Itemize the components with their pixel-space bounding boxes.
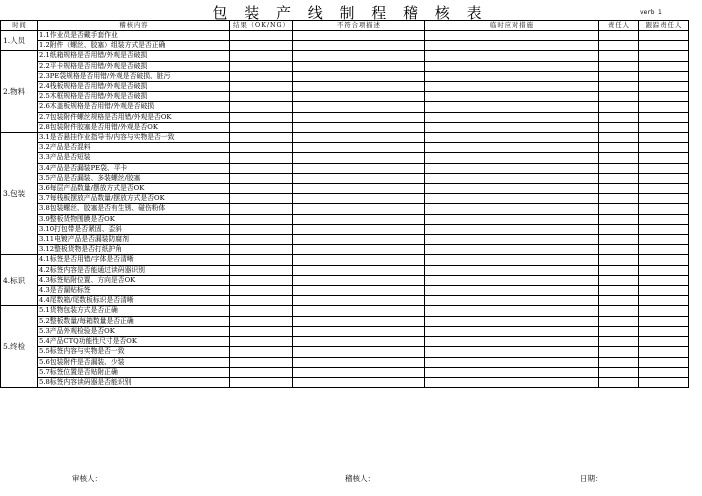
follow-cell[interactable] — [639, 377, 689, 387]
owner-cell[interactable] — [599, 112, 639, 122]
issue-cell[interactable] — [293, 92, 425, 102]
reviewer-label: 审核人： — [72, 474, 102, 483]
table-row — [1, 153, 689, 163]
version-label: verb 1 — [640, 9, 662, 16]
header-issue: 不符合项描述 — [293, 21, 425, 31]
owner-cell[interactable] — [599, 173, 639, 183]
follow-cell[interactable] — [639, 265, 689, 275]
owner-cell[interactable] — [599, 245, 639, 255]
follow-cell[interactable] — [639, 337, 689, 347]
check-item: 4.2标签内容是否能通过读码器识别 — [38, 265, 230, 275]
result-cell[interactable] — [230, 245, 293, 255]
check-item: 3.7每栈板摆放产品数量/摆放方式是否OK — [38, 194, 230, 204]
issue-cell[interactable] — [293, 275, 425, 285]
owner-cell[interactable] — [599, 41, 639, 51]
table-row — [1, 133, 689, 143]
check-item: 3.10打包带是否紧固、歪斜 — [38, 224, 230, 234]
table-row — [1, 184, 689, 194]
check-item: 2.8包装附件胶塞是否用错/外观是否OK — [38, 122, 230, 132]
issue-cell[interactable] — [293, 235, 425, 245]
check-item: 4.3是否漏贴标签 — [38, 286, 230, 296]
check-item: 3.2产品是否混料 — [38, 143, 230, 153]
result-cell[interactable] — [230, 235, 293, 245]
measure-cell[interactable] — [425, 357, 599, 367]
follow-cell[interactable] — [639, 51, 689, 61]
measure-cell[interactable] — [425, 184, 599, 194]
check-item: 2.7包装附件螺丝规格是否用错/外观是否OK — [38, 112, 230, 122]
result-cell[interactable] — [230, 347, 293, 357]
measure-cell[interactable] — [425, 255, 599, 265]
measure-cell[interactable] — [425, 82, 599, 92]
follow-cell[interactable] — [639, 224, 689, 234]
owner-cell[interactable] — [599, 184, 639, 194]
owner-cell[interactable] — [599, 61, 639, 71]
table-row — [1, 41, 689, 51]
measure-cell[interactable] — [425, 163, 599, 173]
result-cell[interactable] — [230, 122, 293, 132]
check-item: 3.4产品是否漏装PE袋、平卡 — [38, 163, 230, 173]
check-item: 5.5标签内容与实物是否一致 — [38, 347, 230, 357]
measure-cell[interactable] — [425, 306, 599, 316]
table-row — [1, 377, 689, 387]
follow-cell[interactable] — [639, 275, 689, 285]
owner-cell[interactable] — [599, 275, 639, 285]
header-result: 结果（OK/NG） — [230, 21, 293, 31]
table-row — [1, 347, 689, 357]
table-row — [1, 337, 689, 347]
table-row — [1, 286, 689, 296]
section-label: 3.包装 — [1, 133, 38, 255]
measure-cell[interactable] — [425, 71, 599, 81]
owner-cell[interactable] — [599, 367, 639, 377]
measure-cell[interactable] — [425, 275, 599, 285]
check-item: 2.4栈板规格是否用错/外观是否破损 — [38, 82, 230, 92]
measure-cell[interactable] — [425, 245, 599, 255]
issue-cell[interactable] — [293, 337, 425, 347]
result-cell[interactable] — [230, 184, 293, 194]
owner-cell[interactable] — [599, 214, 639, 224]
follow-cell[interactable] — [639, 122, 689, 132]
result-cell[interactable] — [230, 316, 293, 326]
issue-cell[interactable] — [293, 357, 425, 367]
table-row — [1, 143, 689, 153]
table-row — [1, 255, 689, 265]
follow-cell[interactable] — [639, 112, 689, 122]
measure-cell[interactable] — [425, 316, 599, 326]
measure-cell[interactable] — [425, 61, 599, 71]
issue-cell[interactable] — [293, 102, 425, 112]
table-row — [1, 316, 689, 326]
measure-cell[interactable] — [425, 286, 599, 296]
owner-cell[interactable] — [599, 122, 639, 132]
check-item: 3.12整板货物是否打纸护角 — [38, 245, 230, 255]
issue-cell[interactable] — [293, 153, 425, 163]
result-cell[interactable] — [230, 357, 293, 367]
result-cell[interactable] — [230, 71, 293, 81]
follow-cell[interactable] — [639, 163, 689, 173]
follow-cell[interactable] — [639, 235, 689, 245]
follow-cell[interactable] — [639, 255, 689, 265]
owner-cell[interactable] — [599, 51, 639, 61]
auditor-label: 稽核人： — [345, 474, 375, 483]
measure-cell[interactable] — [425, 143, 599, 153]
follow-cell[interactable] — [639, 184, 689, 194]
section-label: 1.人员 — [1, 31, 38, 51]
issue-cell[interactable] — [293, 224, 425, 234]
check-item: 3.9整板货物围膜是否OK — [38, 214, 230, 224]
measure-cell[interactable] — [425, 51, 599, 61]
issue-cell[interactable] — [293, 347, 425, 357]
header-measure: 临时应对措施 — [425, 21, 599, 31]
result-cell[interactable] — [230, 102, 293, 112]
table-row — [1, 204, 689, 214]
issue-cell[interactable] — [293, 286, 425, 296]
result-cell[interactable] — [230, 41, 293, 51]
table-row — [1, 265, 689, 275]
audit-table — [0, 20, 689, 388]
result-cell[interactable] — [230, 275, 293, 285]
owner-cell[interactable] — [599, 286, 639, 296]
measure-cell[interactable] — [425, 337, 599, 347]
follow-cell[interactable] — [639, 204, 689, 214]
owner-cell[interactable] — [599, 194, 639, 204]
issue-cell[interactable] — [293, 184, 425, 194]
issue-cell[interactable] — [293, 316, 425, 326]
header-content: 稽核内容 — [38, 21, 230, 31]
measure-cell[interactable] — [425, 367, 599, 377]
follow-cell[interactable] — [639, 31, 689, 41]
check-item: 5.1货物包装方式是否正确 — [38, 306, 230, 316]
measure-cell[interactable] — [425, 112, 599, 122]
table-row — [1, 71, 689, 81]
owner-cell[interactable] — [599, 102, 639, 112]
issue-cell[interactable] — [293, 214, 425, 224]
measure-cell[interactable] — [425, 377, 599, 387]
table-row — [1, 235, 689, 245]
owner-cell[interactable] — [599, 204, 639, 214]
table-row — [1, 357, 689, 367]
follow-cell[interactable] — [639, 92, 689, 102]
section-label: 5.终检 — [1, 306, 38, 388]
table-row — [1, 306, 689, 316]
issue-cell[interactable] — [293, 245, 425, 255]
owner-cell[interactable] — [599, 82, 639, 92]
check-item: 3.8包装螺丝、胶塞是否有生锈、碰伤粉体 — [38, 204, 230, 214]
owner-cell[interactable] — [599, 337, 639, 347]
table-row — [1, 122, 689, 132]
check-item: 4.4尾数箱/尾数板标识是否清晰 — [38, 296, 230, 306]
form-title: 包 装 产 线 制 程 稽 核 表 — [212, 4, 488, 22]
check-item: 2.3PE袋规格是否用错/外观是否破损、脏污 — [38, 71, 230, 81]
owner-cell[interactable] — [599, 265, 639, 275]
result-cell[interactable] — [230, 204, 293, 214]
table-row — [1, 224, 689, 234]
result-cell[interactable] — [230, 31, 293, 41]
table-row — [1, 367, 689, 377]
result-cell[interactable] — [230, 153, 293, 163]
measure-cell[interactable] — [425, 92, 599, 102]
follow-cell[interactable] — [639, 306, 689, 316]
owner-cell[interactable] — [599, 377, 639, 387]
measure-cell[interactable] — [425, 102, 599, 112]
result-cell[interactable] — [230, 286, 293, 296]
issue-cell[interactable] — [293, 82, 425, 92]
owner-cell[interactable] — [599, 326, 639, 336]
result-cell[interactable] — [230, 367, 293, 377]
measure-cell[interactable] — [425, 122, 599, 132]
result-cell[interactable] — [230, 133, 293, 143]
table-row — [1, 31, 689, 41]
measure-cell[interactable] — [425, 235, 599, 245]
check-item: 5.8标签内容读码器是否能识别 — [38, 377, 230, 387]
check-item: 3.6每层产品数量/摆放方式是否OK — [38, 184, 230, 194]
follow-cell[interactable] — [639, 214, 689, 224]
table-row — [1, 61, 689, 71]
follow-cell[interactable] — [639, 347, 689, 357]
header-follow: 跟踪责任人 — [639, 21, 689, 31]
check-item: 5.3产品外观检验是否OK — [38, 326, 230, 336]
table-row — [1, 245, 689, 255]
owner-cell[interactable] — [599, 153, 639, 163]
follow-cell[interactable] — [639, 286, 689, 296]
result-cell[interactable] — [230, 377, 293, 387]
owner-cell[interactable] — [599, 71, 639, 81]
check-item: 5.4产品CTQ功能性尺寸是否OK — [38, 337, 230, 347]
check-item: 2.2平卡规格是否用错/外观是否破损 — [38, 61, 230, 71]
follow-cell[interactable] — [639, 326, 689, 336]
owner-cell[interactable] — [599, 92, 639, 102]
measure-cell[interactable] — [425, 214, 599, 224]
check-item: 3.11电镀产品是否漏装防腐剂 — [38, 235, 230, 245]
measure-cell[interactable] — [425, 153, 599, 163]
issue-cell[interactable] — [293, 112, 425, 122]
check-item: 5.2整板数量/每箱数量是否正确 — [38, 316, 230, 326]
follow-cell[interactable] — [639, 357, 689, 367]
result-cell[interactable] — [230, 92, 293, 102]
issue-cell[interactable] — [293, 204, 425, 214]
follow-cell[interactable] — [639, 153, 689, 163]
measure-cell[interactable] — [425, 31, 599, 41]
result-cell[interactable] — [230, 306, 293, 316]
date-label: 日期： — [580, 474, 603, 483]
section-label: 4.标识 — [1, 255, 38, 306]
follow-cell[interactable] — [639, 194, 689, 204]
owner-cell[interactable] — [599, 347, 639, 357]
follow-cell[interactable] — [639, 245, 689, 255]
owner-cell[interactable] — [599, 31, 639, 41]
issue-cell[interactable] — [293, 133, 425, 143]
table-row — [1, 82, 689, 92]
issue-cell[interactable] — [293, 122, 425, 132]
result-cell[interactable] — [230, 112, 293, 122]
check-item: 2.1纸箱规格是否用错/外观是否破损 — [38, 51, 230, 61]
owner-cell[interactable] — [599, 133, 639, 143]
follow-cell[interactable] — [639, 71, 689, 81]
result-cell[interactable] — [230, 214, 293, 224]
issue-cell[interactable] — [293, 367, 425, 377]
issue-cell[interactable] — [293, 255, 425, 265]
issue-cell[interactable] — [293, 306, 425, 316]
check-item: 4.3标签贴附位置、方向是否OK — [38, 275, 230, 285]
issue-cell[interactable] — [293, 377, 425, 387]
result-cell[interactable] — [230, 61, 293, 71]
table-row — [1, 296, 689, 306]
result-cell[interactable] — [230, 51, 293, 61]
header-time: 时间 — [1, 21, 38, 31]
measure-cell[interactable] — [425, 265, 599, 275]
issue-cell[interactable] — [293, 296, 425, 306]
table-row — [1, 275, 689, 285]
issue-cell[interactable] — [293, 163, 425, 173]
check-item: 5.6包装附件是否漏装、少装 — [38, 357, 230, 367]
follow-cell[interactable] — [639, 41, 689, 51]
issue-cell[interactable] — [293, 61, 425, 71]
table-header-row — [1, 21, 689, 31]
section-label: 2.物料 — [1, 51, 38, 133]
check-item: 3.1是否悬挂作业指导书/内容与实物是否一致 — [38, 133, 230, 143]
measure-cell[interactable] — [425, 133, 599, 143]
follow-cell[interactable] — [639, 143, 689, 153]
issue-cell[interactable] — [293, 173, 425, 183]
result-cell[interactable] — [230, 296, 293, 306]
result-cell[interactable] — [230, 265, 293, 275]
table-row — [1, 102, 689, 112]
result-cell[interactable] — [230, 326, 293, 336]
table-row — [1, 214, 689, 224]
table-row — [1, 163, 689, 173]
follow-cell[interactable] — [639, 82, 689, 92]
issue-cell[interactable] — [293, 71, 425, 81]
follow-cell[interactable] — [639, 133, 689, 143]
measure-cell[interactable] — [425, 173, 599, 183]
check-item: 2.6木盖板规格是否用错/外观是否破损 — [38, 102, 230, 112]
owner-cell[interactable] — [599, 143, 639, 153]
measure-cell[interactable] — [425, 347, 599, 357]
check-item: 1.2附件（螺丝、胶塞）组装方式是否正确 — [38, 41, 230, 51]
result-cell[interactable] — [230, 173, 293, 183]
result-cell[interactable] — [230, 224, 293, 234]
follow-cell[interactable] — [639, 367, 689, 377]
result-cell[interactable] — [230, 82, 293, 92]
table-row — [1, 194, 689, 204]
table-row — [1, 92, 689, 102]
measure-cell[interactable] — [425, 326, 599, 336]
result-cell[interactable] — [230, 194, 293, 204]
owner-cell[interactable] — [599, 306, 639, 316]
table-row — [1, 51, 689, 61]
result-cell[interactable] — [230, 255, 293, 265]
owner-cell[interactable] — [599, 224, 639, 234]
issue-cell[interactable] — [293, 51, 425, 61]
owner-cell[interactable] — [599, 163, 639, 173]
owner-cell[interactable] — [599, 357, 639, 367]
table-row — [1, 173, 689, 183]
measure-cell[interactable] — [425, 224, 599, 234]
follow-cell[interactable] — [639, 102, 689, 112]
measure-cell[interactable] — [425, 296, 599, 306]
follow-cell[interactable] — [639, 316, 689, 326]
follow-cell[interactable] — [639, 61, 689, 71]
table-row — [1, 112, 689, 122]
check-item: 3.3产品是否短装 — [38, 153, 230, 163]
issue-cell[interactable] — [293, 326, 425, 336]
result-cell[interactable] — [230, 337, 293, 347]
issue-cell[interactable] — [293, 194, 425, 204]
table-row — [1, 326, 689, 336]
owner-cell[interactable] — [599, 255, 639, 265]
owner-cell[interactable] — [599, 235, 639, 245]
measure-cell[interactable] — [425, 194, 599, 204]
result-cell[interactable] — [230, 143, 293, 153]
issue-cell[interactable] — [293, 41, 425, 51]
check-item: 2.5木框规格是否用错/外观是否破损 — [38, 92, 230, 102]
owner-cell[interactable] — [599, 316, 639, 326]
follow-cell[interactable] — [639, 173, 689, 183]
result-cell[interactable] — [230, 163, 293, 173]
check-item: 5.7标签位置是否贴附正确 — [38, 367, 230, 377]
check-item: 1.1作业员是否戴手套作业 — [38, 31, 230, 41]
issue-cell[interactable] — [293, 31, 425, 41]
measure-cell[interactable] — [425, 41, 599, 51]
check-item: 4.1标签是否用错/字体是否清晰 — [38, 255, 230, 265]
check-item: 3.5产品是否漏装、多装螺丝/胶塞 — [38, 173, 230, 183]
header-owner: 责任人 — [599, 21, 639, 31]
issue-cell[interactable] — [293, 143, 425, 153]
owner-cell[interactable] — [599, 296, 639, 306]
follow-cell[interactable] — [639, 296, 689, 306]
issue-cell[interactable] — [293, 265, 425, 275]
measure-cell[interactable] — [425, 204, 599, 214]
